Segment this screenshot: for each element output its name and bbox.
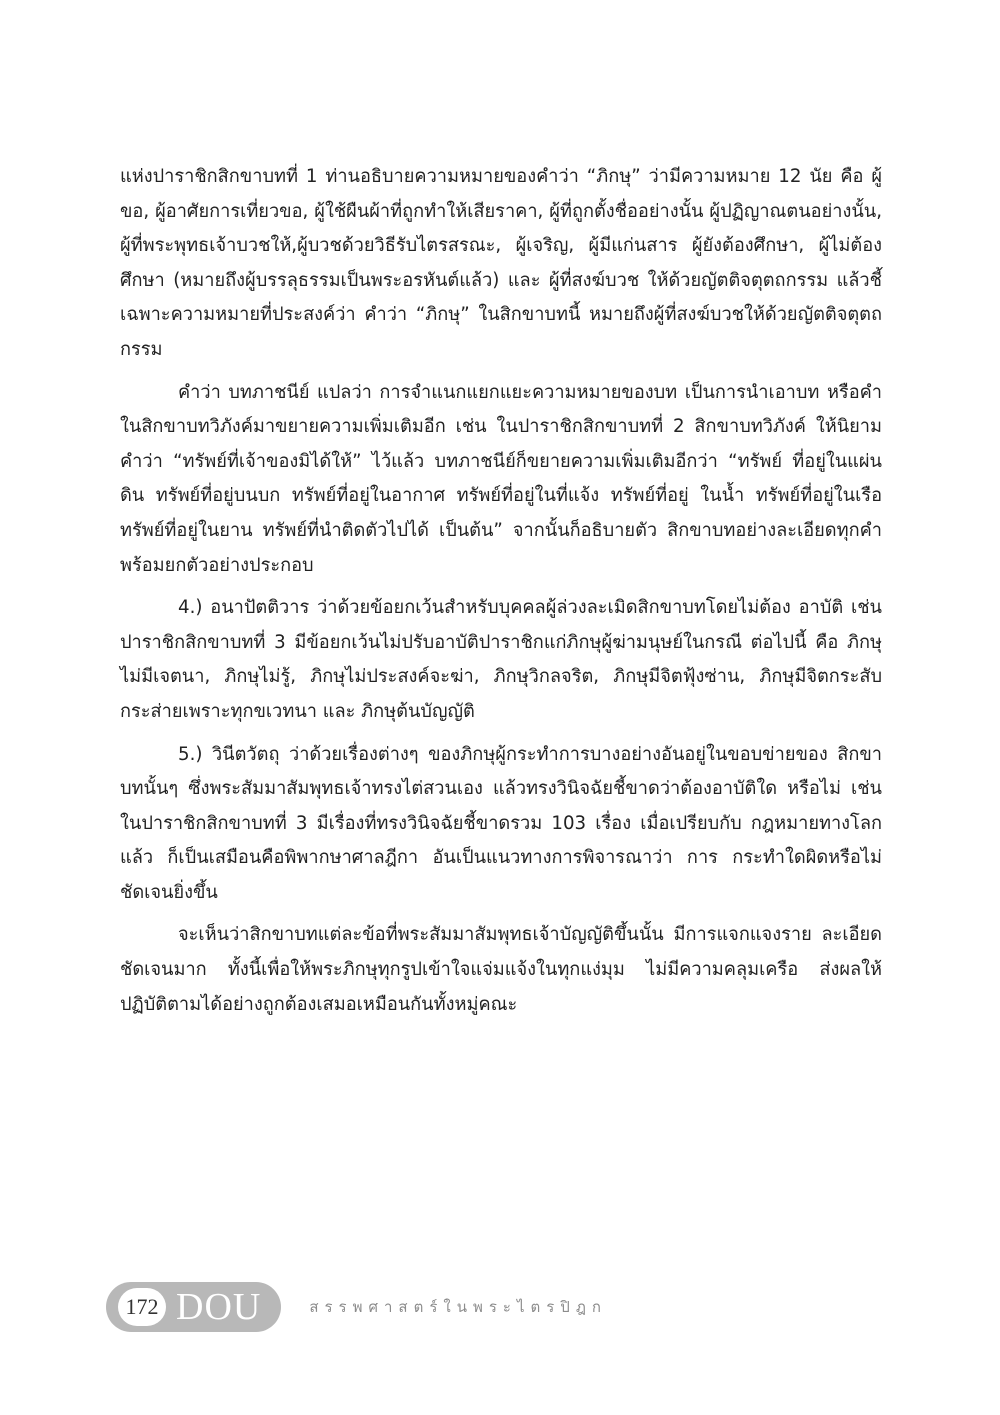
paragraph-anapattiwara: 4.) อนาปัตติวาร ว่าด้วยข้อยกเว้นสำหรับบุคคลผู้ล่วงละเมิดสิกขาบทโดยไม่ต้อง อาบัติ เช่น ปาราชิกสิกขาบทที่ 3 มีข้อยกเว้นไม่ปรับอาบัติปาราชิกแก่ภิกษุผู้ฆ่ามนุษย์ในกรณี ต่อไปนี้ คือ ภิกษุไม่มีเจตนา, ภิกษุไม่รู้, ภิกษุไม่ประสงค์จะฆ่า, ภิกษุวิกลจริต, ภิกษุมีจิตฟุ้งซ่าน, ภิกษุมีจิตกระสับกระส่ายเพราะทุกขเวทนา และ ภิกษุต้นบัญญัติ (120, 597, 882, 722)
paragraph-continuation: แห่งปาราชิกสิกขาบทที่ 1 ท่านอธิบายความหมายของคำว่า “ภิกษุ” ว่ามีความหมาย 12 นัย คือ ผู้ขอ, ผู้อาศัยการเที่ยวขอ, ผู้ใช้ผืนผ้าที่ถูกทำให้เสียราคา, ผู้ที่ถูกตั้งชื่ออย่างนั้น ผู้ปฏิญาณตนอย่างนั้น, ผู้ที่พระพุทธเจ้าบวชให้,ผู้บวชด้วยวิธีรับไตรสรณะ, ผู้เจริญ, ผู้มีแก่นสาร ผู้ยังต้องศึกษา, ผู้ไม่ต้องศึกษา (หมายถึงผู้บรรลุธรรมเป็นพระอรหันต์แล้ว) และ ผู้ที่สงฆ์บวช ให้ด้วยญัตติจตุตถกรรม แล้วชี้เฉพาะความหมายที่ประสงค์ว่า คำว่า “ภิกษุ” ในสิกขาบทนี้ หมายถึงผู้ที่สงฆ์บวชให้ด้วยญัตติจตุตถกรรม (120, 166, 882, 360)
page-body (120, 160, 882, 1022)
book-title: สรรพศาสตร์ในพระไตรปิฎก (309, 1298, 607, 1316)
paragraph-conclusion: จะเห็นว่าสิกขาบทแต่ละข้อที่พระสัมมาสัมพุทธเจ้าบัญญัติขึ้นนั้น มีการแจกแจงราย ละเอียดชัดเจนมาก ทั้งนี้เพื่อให้พระภิกษุทุกรูปเข้าใจแจ่มแจ้งในทุกแง่มุม ไม่มีความคลุมเครือ ส่งผลให้ปฏิบัติตามได้อย่างถูกต้องเสมอเหมือนกันทั้งหมู่คณะ (120, 924, 882, 1015)
page-number: 172 (118, 1288, 166, 1326)
footer-badge (106, 1282, 281, 1332)
page-footer (106, 1282, 607, 1332)
paragraph-bot-phachani: คำว่า บทภาชนีย์ แปลว่า การจำแนกแยกแยะความหมายของบท เป็นการนำเอาบท หรือคำในสิกขาบทวิภังค์มาขยายความเพิ่มเติมอีก เช่น ในปาราชิกสิกขาบทที่ 2 สิกขาบทวิภังค์ ให้นิยามคำว่า “ทรัพย์ที่เจ้าของมิได้ให้” ไว้แล้ว บทภาชนีย์ก็ขยายความเพิ่มเติมอีกว่า “ทรัพย์ ที่อยู่ในแผ่นดิน ทรัพย์ที่อยู่บนบก ทรัพย์ที่อยู่ในอากาศ ทรัพย์ที่อยู่ในที่แจ้ง ทรัพย์ที่อยู่ ในน้ำ ทรัพย์ที่อยู่ในเรือ ทรัพย์ที่อยู่ในยาน ทรัพย์ที่นำติดตัวไปได้ เป็นต้น” จากนั้นก็อธิบายตัว สิกขาบทอย่างละเอียดทุกคำพร้อมยกตัวอย่างประกอบ (120, 381, 882, 576)
brand-logo: DOU (176, 1286, 262, 1328)
paragraph-vinitavatthu: 5.) วินีตวัตถุ ว่าด้วยเรื่องต่างๆ ของภิกษุผู้กระทำการบางอย่างอันอยู่ในขอบข่ายของ สิกขาบทนั้นๆ ซึ่งพระสัมมาสัมพุทธเจ้าทรงไต่สวนเอง แล้วทรงวินิจฉัยชี้ขาดว่าต้องอาบัติใด หรือไม่ เช่น ในปาราชิกสิกขาบทที่ 3 มีเรื่องที่ทรงวินิจฉัยชี้ขาดรวม 103 เรื่อง เมื่อเปรียบกับ กฎหมายทางโลกแล้ว ก็เป็นเสมือนคือพิพากษาศาลฎีกา อันเป็นแนวทางการพิจารณาว่า การ กระทำใดผิดหรือไม่ชัดเจนยิ่งขึ้น (120, 743, 882, 903)
